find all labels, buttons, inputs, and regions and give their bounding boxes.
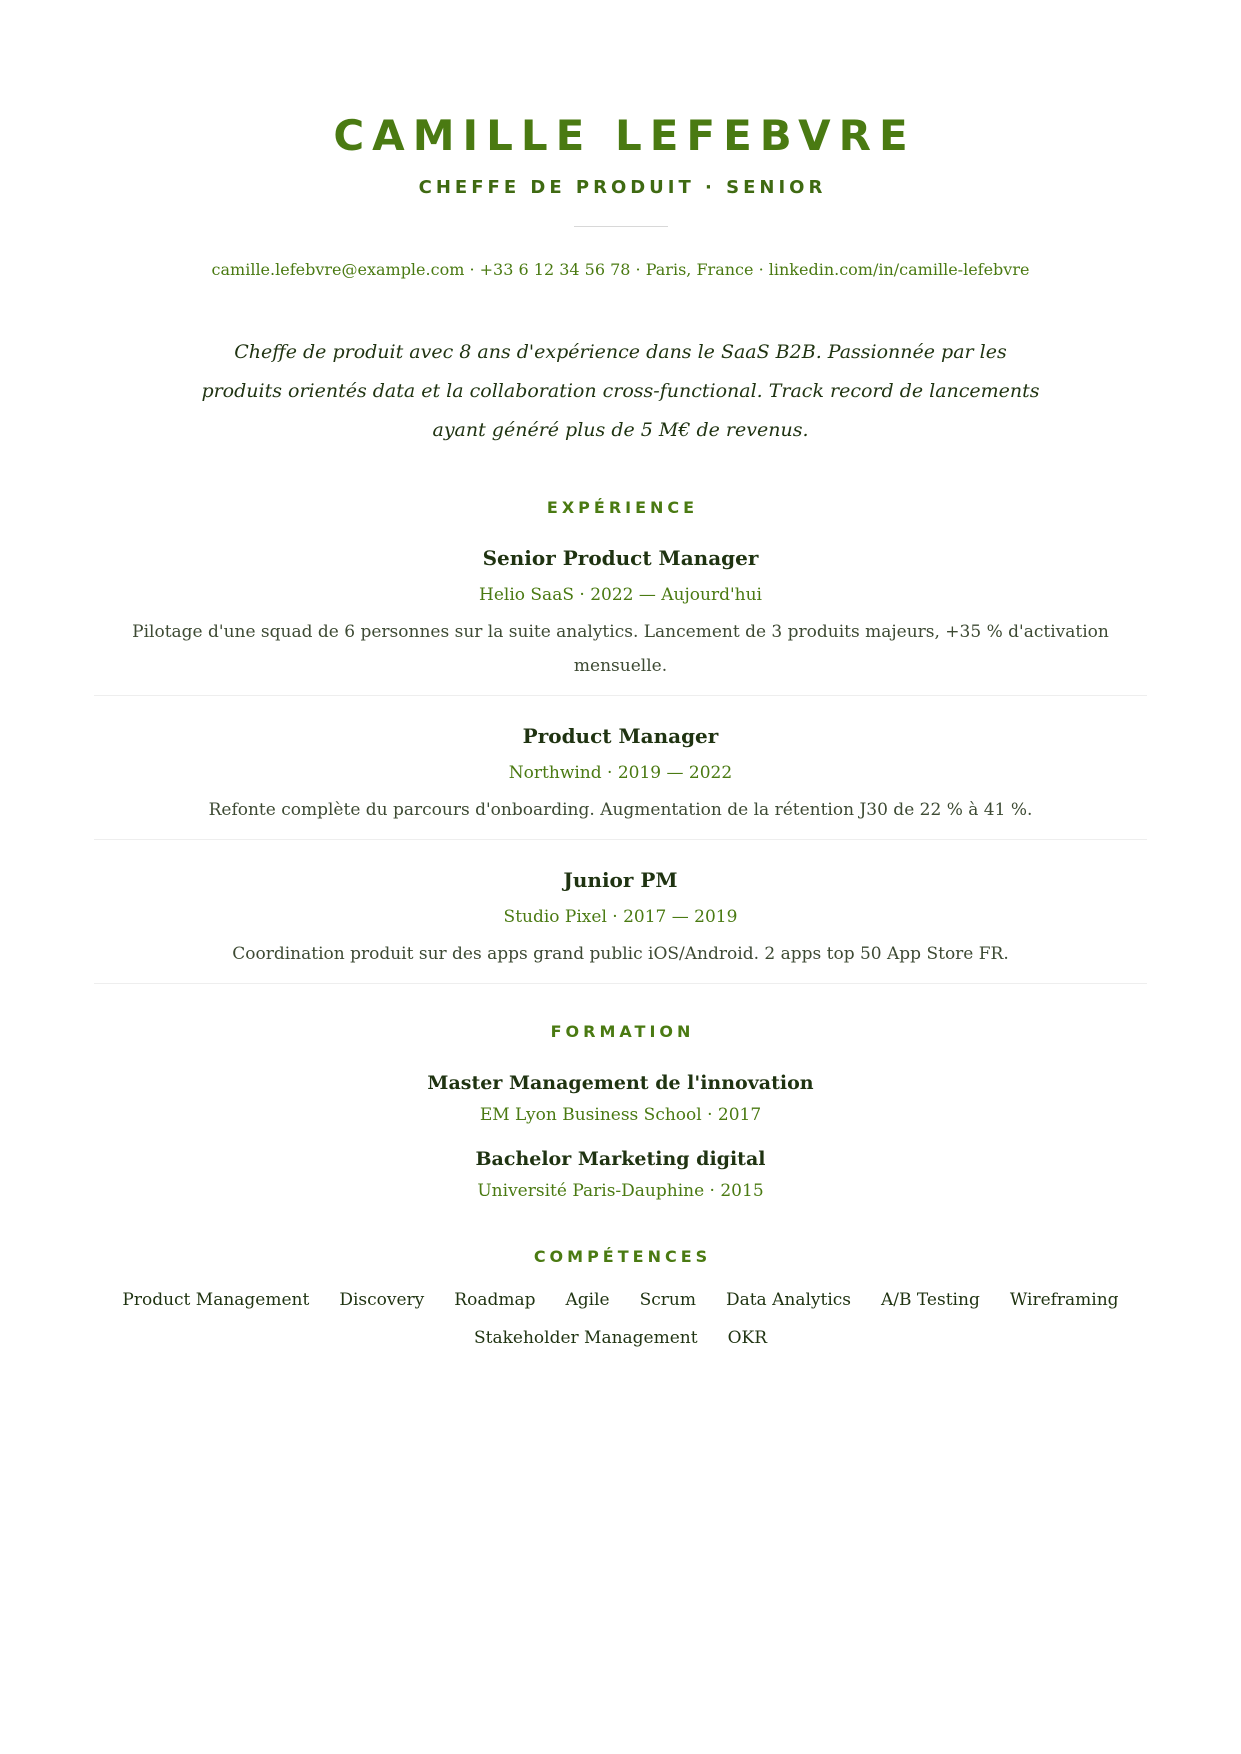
job-title: Junior PM — [563, 868, 678, 892]
job-description: Refonte complète du parcours d'onboarding. Augmentation de la rétention J30 de 22 % à 41 %. — [208, 800, 1033, 820]
skills-list — [116, 1288, 1126, 1350]
contact-separator: · — [464, 260, 480, 279]
contact-linkedin[interactable]: linkedin.com/in/camille-lefebvre — [768, 260, 1030, 279]
contact-phone[interactable]: +33 6 12 34 56 78 — [479, 260, 631, 279]
job-company-dates: Helio SaaS · 2022 — Aujourd'hui — [479, 585, 762, 605]
skill-tag: Agile — [565, 1290, 610, 1310]
contact-separator: · — [630, 260, 646, 279]
contact-email[interactable]: camille.lefebvre@example.com — [211, 260, 465, 279]
section-title-education: FORMATION — [550, 1022, 695, 1041]
school-year: Université Paris-Dauphine · 2015 — [477, 1181, 764, 1201]
contact-separator: · — [753, 260, 769, 279]
skill-tag: Discovery — [339, 1290, 425, 1310]
candidate-name: CAMILLE LEFEBVRE — [333, 111, 916, 160]
job-title: Senior Product Manager — [482, 546, 759, 570]
job-company-dates: Studio Pixel · 2017 — 2019 — [503, 907, 738, 927]
skill-tag: Scrum — [639, 1290, 696, 1310]
job-headline: CHEFFE DE PRODUIT · SENIOR — [418, 177, 827, 198]
skill-tag: Product Management — [122, 1290, 310, 1310]
skill-tag: A/B Testing — [881, 1290, 980, 1310]
job-description: Coordination produit sur des apps grand public iOS/Android. 2 apps top 50 App Store FR. — [232, 944, 1009, 964]
section-title-skills: COMPÉTENCES — [533, 1247, 712, 1266]
contact-location: Paris, France — [645, 260, 754, 279]
education-entry — [94, 1070, 1147, 1127]
education-entry — [94, 1146, 1147, 1203]
job-title: Product Manager — [522, 724, 719, 748]
header-divider — [574, 226, 668, 227]
contact-line — [94, 259, 1147, 281]
skill-tag: Data Analytics — [725, 1290, 852, 1310]
experience-entry — [94, 723, 1147, 840]
school-year: EM Lyon Business School · 2017 — [479, 1105, 762, 1125]
experience-entry — [94, 867, 1147, 984]
skill-tag: Wireframing — [1009, 1290, 1119, 1310]
skill-tag: OKR — [727, 1328, 768, 1348]
experience-entry — [94, 545, 1147, 696]
skill-tag: Roadmap — [454, 1290, 536, 1310]
skill-tag: Stakeholder Management — [473, 1328, 698, 1348]
degree-title: Bachelor Marketing digital — [475, 1148, 766, 1170]
degree-title: Master Management de l'innovation — [427, 1072, 814, 1094]
profile-summary: Cheffe de produit avec 8 ans d'expérience dans le SaaS B2B. Passionnée par les produits orientés data et la collaboration cross-functional. Track record de lancements ayant généré plus de 5 M€ de revenus. — [201, 341, 1040, 441]
section-title-experience: EXPÉRIENCE — [546, 498, 699, 517]
job-company-dates: Northwind · 2019 — 2022 — [508, 763, 733, 783]
job-description: Pilotage d'une squad de 6 personnes sur la suite analytics. Lancement de 3 produits majeurs, +35 % d'activation mensuelle. — [132, 622, 1109, 676]
